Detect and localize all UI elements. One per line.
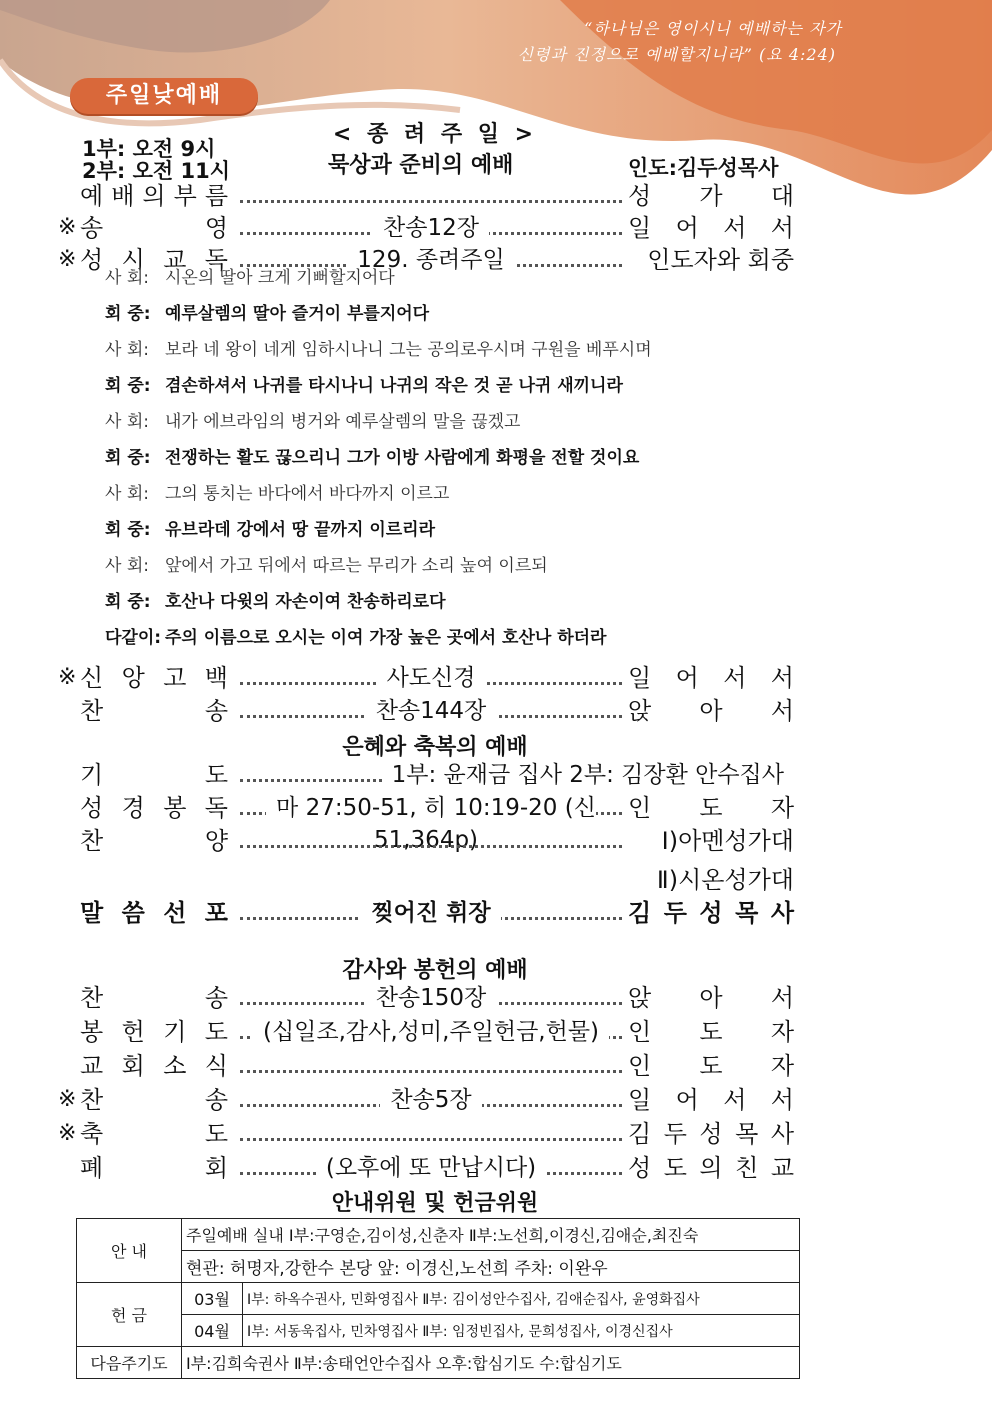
order-label: 신 앙 고 백: [80, 664, 228, 692]
prayer-label: 다음주기도: [77, 1347, 182, 1379]
order-posture: 인 도 자: [628, 1018, 794, 1046]
order-posture: 김 두 성 목 사: [628, 1120, 794, 1148]
reading-text: 호산나 다윗의 자손이여 찬송하리로다: [165, 592, 446, 612]
order-posture: 성 도 의 친 교: [628, 1154, 794, 1182]
order-detail: (십일조,감사,성미,주일헌금,헌물): [240, 1016, 622, 1048]
order-row: [0, 1152, 992, 1184]
offering-label: 헌 금: [77, 1283, 182, 1347]
order-row: [0, 1016, 992, 1048]
order-detail: 사도신경: [240, 662, 622, 694]
speaker: 다같이:: [105, 628, 162, 648]
order-detail: (오후에 또 만납시다): [240, 1152, 622, 1184]
order-label: 봉 헌 기 도: [80, 1018, 228, 1046]
order-row: [0, 662, 992, 694]
speaker: 사 회:: [105, 340, 149, 360]
offering-members: Ⅰ부: 하옥수권사, 민화영집사 Ⅱ부: 김이성안수집사, 김애순집사, 윤영화집사: [243, 1283, 800, 1315]
order-posture: 일 어 서 서: [628, 664, 794, 692]
order-posture: Ⅰ)아멘성가대: [661, 827, 794, 855]
order-label: 폐 회: [80, 1154, 228, 1182]
order-label: 성 경 봉 독: [80, 794, 228, 822]
section-title-thanksgiving: 감사와 봉헌의 예배: [342, 958, 528, 983]
standing-mark: ※: [58, 215, 77, 240]
order-label: 교 회 소 식: [80, 1052, 228, 1080]
order-row: [0, 1050, 992, 1082]
order-row: [0, 180, 992, 212]
order-detail: 마 27:50-51, 히 10:19-20 (신51,364p): [240, 792, 622, 856]
staff-table: [76, 1218, 800, 1379]
order-label: 찬 송: [80, 984, 228, 1012]
responsive-line: [105, 445, 639, 471]
staff-title: 안내위원 및 헌금위원: [331, 1191, 539, 1216]
order-label: 찬 양: [80, 827, 228, 855]
responsive-line: [105, 373, 623, 399]
worship-leader: 인도:김두성목사: [628, 156, 779, 180]
responsive-line: [105, 625, 606, 651]
order-row: [0, 1084, 992, 1116]
order-posture: 인도자와 회중: [647, 246, 794, 274]
order-detail: 찬송12장: [240, 212, 622, 244]
first-service-time: 1부: 오전 9시: [82, 137, 216, 161]
reading-text: 내가 에브라임의 병거와 예루살렘의 말을 끊겠고: [165, 412, 521, 432]
leader-dots: [240, 200, 622, 203]
order-row: [0, 212, 992, 244]
order-posture: 인 도 자: [628, 794, 794, 822]
order-detail: 찬송150장: [240, 982, 622, 1014]
guide-row-2: 현관: 허명자,강한수 본당 앞: 이경신,노선희 주차: 이완우: [182, 1251, 800, 1283]
service-times: [82, 138, 230, 182]
responsive-line: [105, 553, 548, 579]
reading-text: 유브라데 강에서 땅 끝까지 이르리라: [165, 520, 436, 540]
order-label: 찬 송: [80, 697, 228, 725]
sunday-name: < 종 려 주 일 >: [332, 122, 538, 147]
responsive-line: [105, 409, 520, 435]
reading-text: 그의 통치는 바다에서 바다까지 이르고: [165, 484, 450, 504]
sermon-row: [0, 897, 992, 929]
speaker: 사 회:: [105, 556, 149, 576]
responsive-line: [105, 589, 446, 615]
order-label: 찬 송: [80, 1086, 228, 1114]
order-row: [0, 1118, 992, 1150]
standing-mark: ※: [58, 1087, 77, 1112]
guide-label: 안 내: [77, 1219, 182, 1283]
responsive-line: [105, 301, 429, 327]
second-service-time: 2부: 오전 11시: [82, 159, 230, 183]
sermon-preacher: 김 두 성 목 사: [628, 899, 794, 927]
guide-row-1: 주일예배 실내 Ⅰ부:구영순,김이성,신춘자 Ⅱ부:노선희,이경신,김애순,최진숙: [182, 1219, 800, 1251]
leader-dots: [240, 845, 622, 848]
leader-dots: [240, 1138, 622, 1141]
speaker: 회 중:: [105, 520, 151, 540]
order-label: 축 도: [80, 1120, 228, 1148]
offering-month: 03월: [182, 1283, 243, 1315]
reading-text: 시온의 딸아 크게 기뻐할지어다: [165, 268, 395, 288]
reading-text: 보라 네 왕이 네게 임하시나니 그는 공의로우시며 구원을 베푸시며: [165, 340, 652, 360]
scripture-quote-line2: 신령과 진정으로 예배할지니라” (요 4:24): [517, 45, 836, 64]
speaker: 사 회:: [105, 412, 149, 432]
order-label: 송 영: [80, 214, 228, 242]
order-detail: 129. 종려주일: [240, 244, 622, 276]
order-detail: 1부: 윤재금 집사 2부: 김장환 안수집사: [380, 759, 794, 791]
leader-dots: [240, 1070, 622, 1073]
order-label: 기 도: [80, 761, 228, 789]
offering-month: 04월: [182, 1315, 243, 1347]
speaker: 회 중:: [105, 592, 151, 612]
standing-mark: ※: [58, 665, 77, 690]
order-label: 예 배 의 부 름: [80, 182, 228, 210]
speaker: 회 중:: [105, 376, 151, 396]
section-title-grace: 은혜와 축복의 예배: [342, 735, 528, 760]
reading-text: 겸손하셔서 나귀를 타시나니 나귀의 작은 것 곧 나귀 새끼니라: [165, 376, 623, 396]
offering-members: Ⅰ부: 서동욱집사, 민차영집사 Ⅱ부: 임정빈집사, 문희성집사, 이경신집사: [243, 1315, 800, 1347]
order-row: [0, 759, 992, 791]
order-detail: 찬송144장: [240, 695, 622, 727]
speaker: 회 중:: [105, 304, 151, 324]
reading-text: 앞에서 가고 뒤에서 따르는 무리가 소리 높여 이르되: [165, 556, 548, 576]
sermon-title: 찢어진 휘장: [240, 897, 622, 929]
responsive-line: [105, 481, 449, 507]
prayer-text: Ⅰ부:김희숙권사 Ⅱ부:송태언안수집사 오후:합심기도 수:합심기도: [182, 1347, 800, 1379]
order-posture: 일 어 서 서: [628, 214, 794, 242]
order-posture: 인 도 자: [628, 1052, 794, 1080]
responsive-line: [105, 265, 395, 291]
order-posture: 앉 아 서: [628, 984, 794, 1012]
reading-text: 예루살렘의 딸아 즐거이 부를지어다: [165, 304, 430, 324]
order-posture: 일 어 서 서: [628, 1086, 794, 1114]
order-label: 성 시 교 독: [80, 246, 228, 274]
service-title-tab: 주일낮예배: [70, 78, 258, 114]
speaker: 사 회:: [105, 268, 149, 288]
sermon-label: 말 씀 선 포: [80, 899, 228, 927]
responsive-line: [105, 517, 435, 543]
order-row: [0, 695, 992, 727]
standing-mark: ※: [58, 1121, 77, 1146]
order-posture: 앉 아 서: [628, 697, 794, 725]
section-title-meditation: 묵상과 준비의 예배: [328, 153, 514, 178]
scripture-quote-line1: “하나님은 영이시니 예배하는 자가: [584, 19, 842, 38]
standing-mark: ※: [58, 247, 77, 272]
order-row: [0, 825, 992, 857]
reading-text: 주의 이름으로 오시는 이여 가장 높은 곳에서 호산나 하더라: [165, 628, 607, 648]
reading-text: 전쟁하는 활도 끊으리니 그가 이방 사람에게 화평을 전할 것이요: [165, 448, 640, 468]
responsive-line: [105, 337, 652, 363]
order-posture: 성 가 대: [628, 182, 794, 210]
choir-two: Ⅱ)시온성가대: [656, 866, 794, 894]
speaker: 회 중:: [105, 448, 151, 468]
order-row: [0, 982, 992, 1014]
speaker: 사 회:: [105, 484, 149, 504]
order-detail: 찬송5장: [240, 1084, 622, 1116]
